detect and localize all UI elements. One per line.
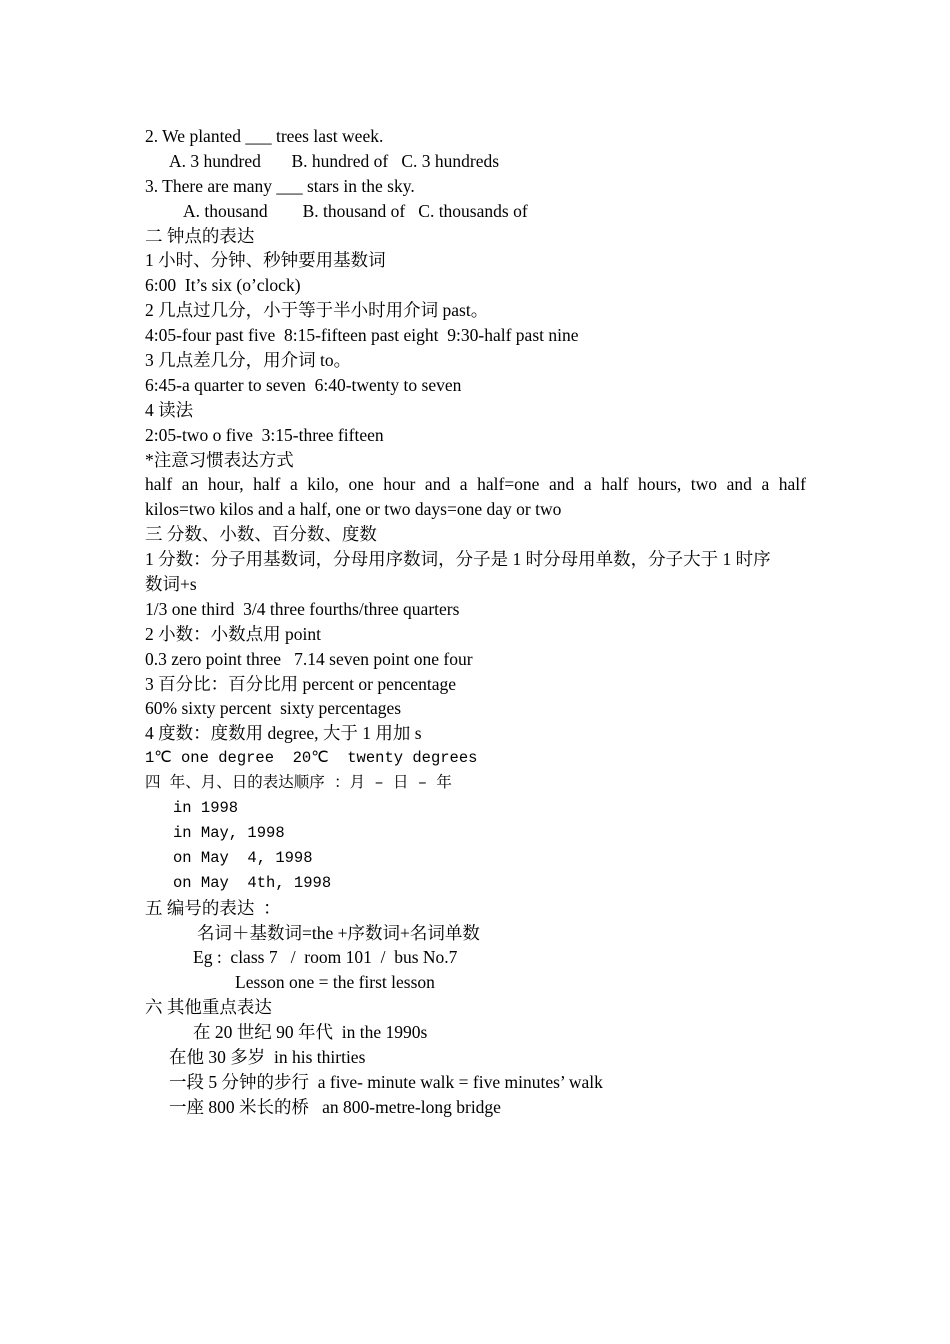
question-3: 3. There are many ___ stars in the sky. [145,175,415,196]
percent-example: 60% sixty percent sixty percentages [145,698,402,719]
date-example-1: in 1998 [173,799,239,818]
time-example-4: 2:05-two o five 3:15-three fifteen [145,424,384,445]
date-example-3: on May 4, 1998 [173,848,313,867]
time-rule-1: 1 小时、分钟、秒钟要用基数词 [145,250,386,271]
time-rule-2: 2 几点过几分，小于等于半小时用介词 past。 [145,300,489,321]
date-example-2: in May, 1998 [173,823,285,842]
question-2: 2. We planted ___ trees last week. [145,126,384,146]
other-example-2: 在他 30 多岁 in his thirties [169,1046,366,1067]
question-2-options: A. 3 hundred B. hundred of C. 3 hundreds [169,150,500,171]
date-example-4: on May 4th, 1998 [173,873,332,892]
document-body [145,124,806,1120]
degree-example: 1℃ one degree 20℃ twenty degrees [145,749,478,768]
section-heading-time: 二 钟点的表达 [145,225,255,246]
note-line-2: kilos=two kilos and a half, one or two days=one day or two [145,499,562,520]
other-example-1: 在 20 世纪 90 年代 in the 1990s [193,1022,428,1043]
percent-rule: 3 百分比：百分比用 percent or pencentage [145,673,457,694]
section-heading-fractions: 三 分数、小数、百分数、度数 [145,524,377,545]
time-example-2: 4:05-four past five 8:15-fifteen past eight 9:30-half past nine [145,325,579,346]
fraction-example: 1/3 one third 3/4 three fourths/three quarters [145,598,460,619]
degree-rule: 4 度数：度数用 degree, 大于 1 用加 s [145,723,422,744]
section-heading-dates: 四 年、月、日的表达顺序 ：月 – 日 – 年 [145,774,452,793]
time-example-1: 6:00 It’s six (o’clock) [145,275,301,296]
time-rule-4: 4 读法 [145,399,194,420]
numbering-example-lesson: Lesson one = the first lesson [235,972,435,993]
note-line-1: half an hour, half a kilo, one hour and a half=one and a half hours, two and a half [145,474,806,495]
decimal-example: 0.3 zero point three 7.14 seven point one four [145,648,473,669]
other-example-3: 一段 5 分钟的步行 a five- minute walk = five minutes’ walk [169,1071,603,1092]
section-heading-other: 六 其他重点表达 [145,997,272,1018]
fraction-rule-line-2: 数词+s [145,574,197,595]
numbering-example: Eg : class 7 / room 101 / bus No.7 [193,947,458,968]
numbering-rule: 名词＋基数词=the +序数词+名词单数 [197,922,480,943]
time-rule-3: 3 几点差几分，用介词 to。 [145,350,352,371]
decimal-rule: 2 小数：小数点用 point [145,623,321,644]
fraction-rule-line-1: 1 分数：分子用基数词，分母用序数词，分子是 1 时分母用单数，分子大于 1 时序 [145,549,771,570]
question-3-options: A. thousand B. thousand of C. thousands of [183,200,528,221]
time-example-3: 6:45-a quarter to seven 6:40-twenty to seven [145,374,462,395]
other-example-4: 一座 800 米长的桥 an 800-metre-long bridge [169,1096,501,1117]
section-heading-numbering: 五 编号的表达 ： [145,897,281,918]
note-heading: *注意习惯表达方式 [145,449,294,470]
